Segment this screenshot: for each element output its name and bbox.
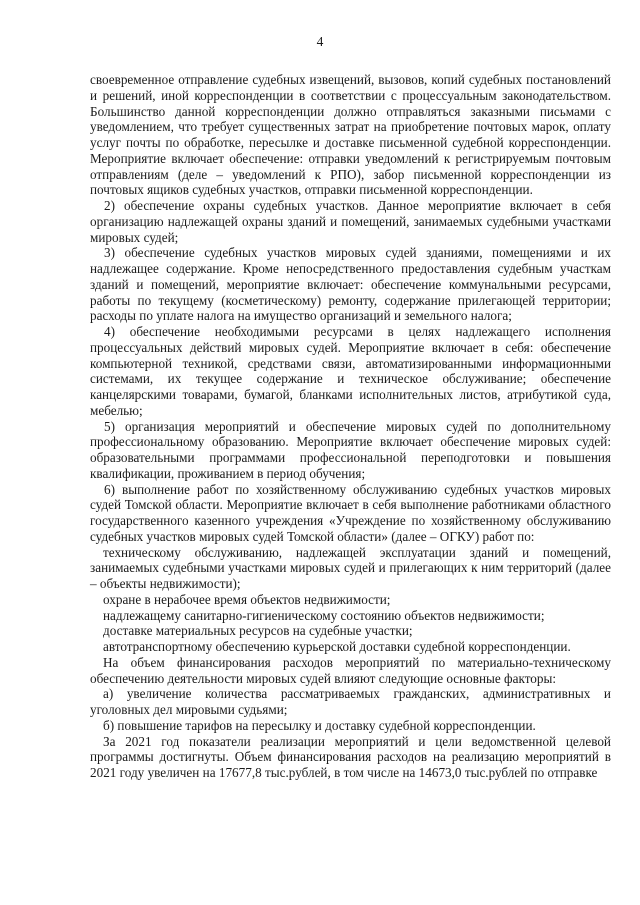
paragraph: 3) обеспечение судебных участков мировых судей зданиями, помещениями и их надлежащее содержание. Кроме непосредственного предоставления судебным участкам зданий и помещений, мероприятие включает: обеспечение коммунальными ресурсами, работы по текущему (косметическому) ремонту, содержание прилегающей территории; расходы по уплате налога на имущество организаций и земельного налога;	[90, 245, 611, 324]
paragraph: автотранспортному обеспечению курьерской доставки судебной корреспонденции.	[103, 639, 571, 654]
paragraph: а) увеличение количества рассматриваемых гражданских, административных и уголовных дел мировыми судьями;	[90, 686, 611, 717]
paragraph: б) повышение тарифов на пересылку и доставку судебной корреспонденции.	[103, 717, 536, 733]
paragraph: За 2021 год показатели реализации мероприятий и цели ведомственной целевой программы достигнуты. Объем финансирования расходов на реализацию мероприятий в 2021 году увеличен на 17677,8 тыс.рублей, в том числе на 14673,0 тыс.рублей по отправке	[90, 733, 611, 780]
paragraph: 2) обеспечение охраны судебных участков. Данное мероприятие включает в себя организацию надлежащей охраны зданий и помещений, занимаемых судебными участками мировых судей;	[90, 198, 611, 245]
paragraph: На объем финансирования расходов мероприятий по материально-техническому обеспечению деятельности мировых судей влияют следующие основные факторы:	[90, 654, 611, 686]
paragraph: доставке материальных ресурсов на судебные участки;	[103, 623, 413, 639]
paragraph: 4) обеспечение необходимыми ресурсами в целях надлежащего исполнения процессуальных действий мировых судей. Мероприятие включает в себя: обеспечение компьютерной техникой, средствами связи, автоматизированными информационными системами, их текущее содержание и техническое обслуживание; обеспечение канцелярскими товарами, бумагой, бланками исполнительных листов, атрибутикой суда, мебелью;	[90, 324, 611, 418]
paragraph: своевременное отправление судебных извещений, вызовов, копий судебных постановлений и решений, иной корреспонденции в соответствии с процессуальным законодательством. Большинство данной корреспонденции должно отправляться заказными письмами с уведомлением, что требует существенных затрат на приобретение почтовых марок, оплату услуг почты по обработке, пересылке и доставке письменной судебной корреспонденции. Мероприятие включает обеспечение: отправки уведомлений к регистрируемым почтовым отправлениям (деле – уведомлений к РПО), забор письменной корреспонденции из почтовых ящиков судебных участков, отправки письменной корреспонденции.	[90, 72, 611, 198]
paragraph: 5) организация мероприятий и обеспечение мировых судей по дополнительному профессиональному образованию. Мероприятие включает обеспечение мировых судей: образовательными программами профессиональной переподготовки и повышения квалификации, проживанием в период обучения;	[90, 418, 611, 481]
paragraph: надлежащему санитарно-гигиеническому состоянию объектов недвижимости;	[103, 607, 545, 623]
paragraph: техническому обслуживанию, надлежащей эксплуатации зданий и помещений, занимаемых судебными участками мировых судей и прилегающих к ним территорий (далее – объекты недвижимости);	[90, 544, 611, 591]
paragraph: 6) выполнение работ по хозяйственному обслуживанию судебных участков мировых судей Томской области. Мероприятие включает в себя выполнение работниками областного государственного казенного учреждения «Учреждение по хозяйственному обслуживанию судебных участков мировых судей Томской области» (далее – ОГКУ) работ по:	[90, 481, 611, 544]
document-body	[90, 72, 611, 781]
paragraph: охране в нерабочее время объектов недвижимости;	[103, 591, 391, 607]
page-number: 4	[316, 34, 324, 49]
